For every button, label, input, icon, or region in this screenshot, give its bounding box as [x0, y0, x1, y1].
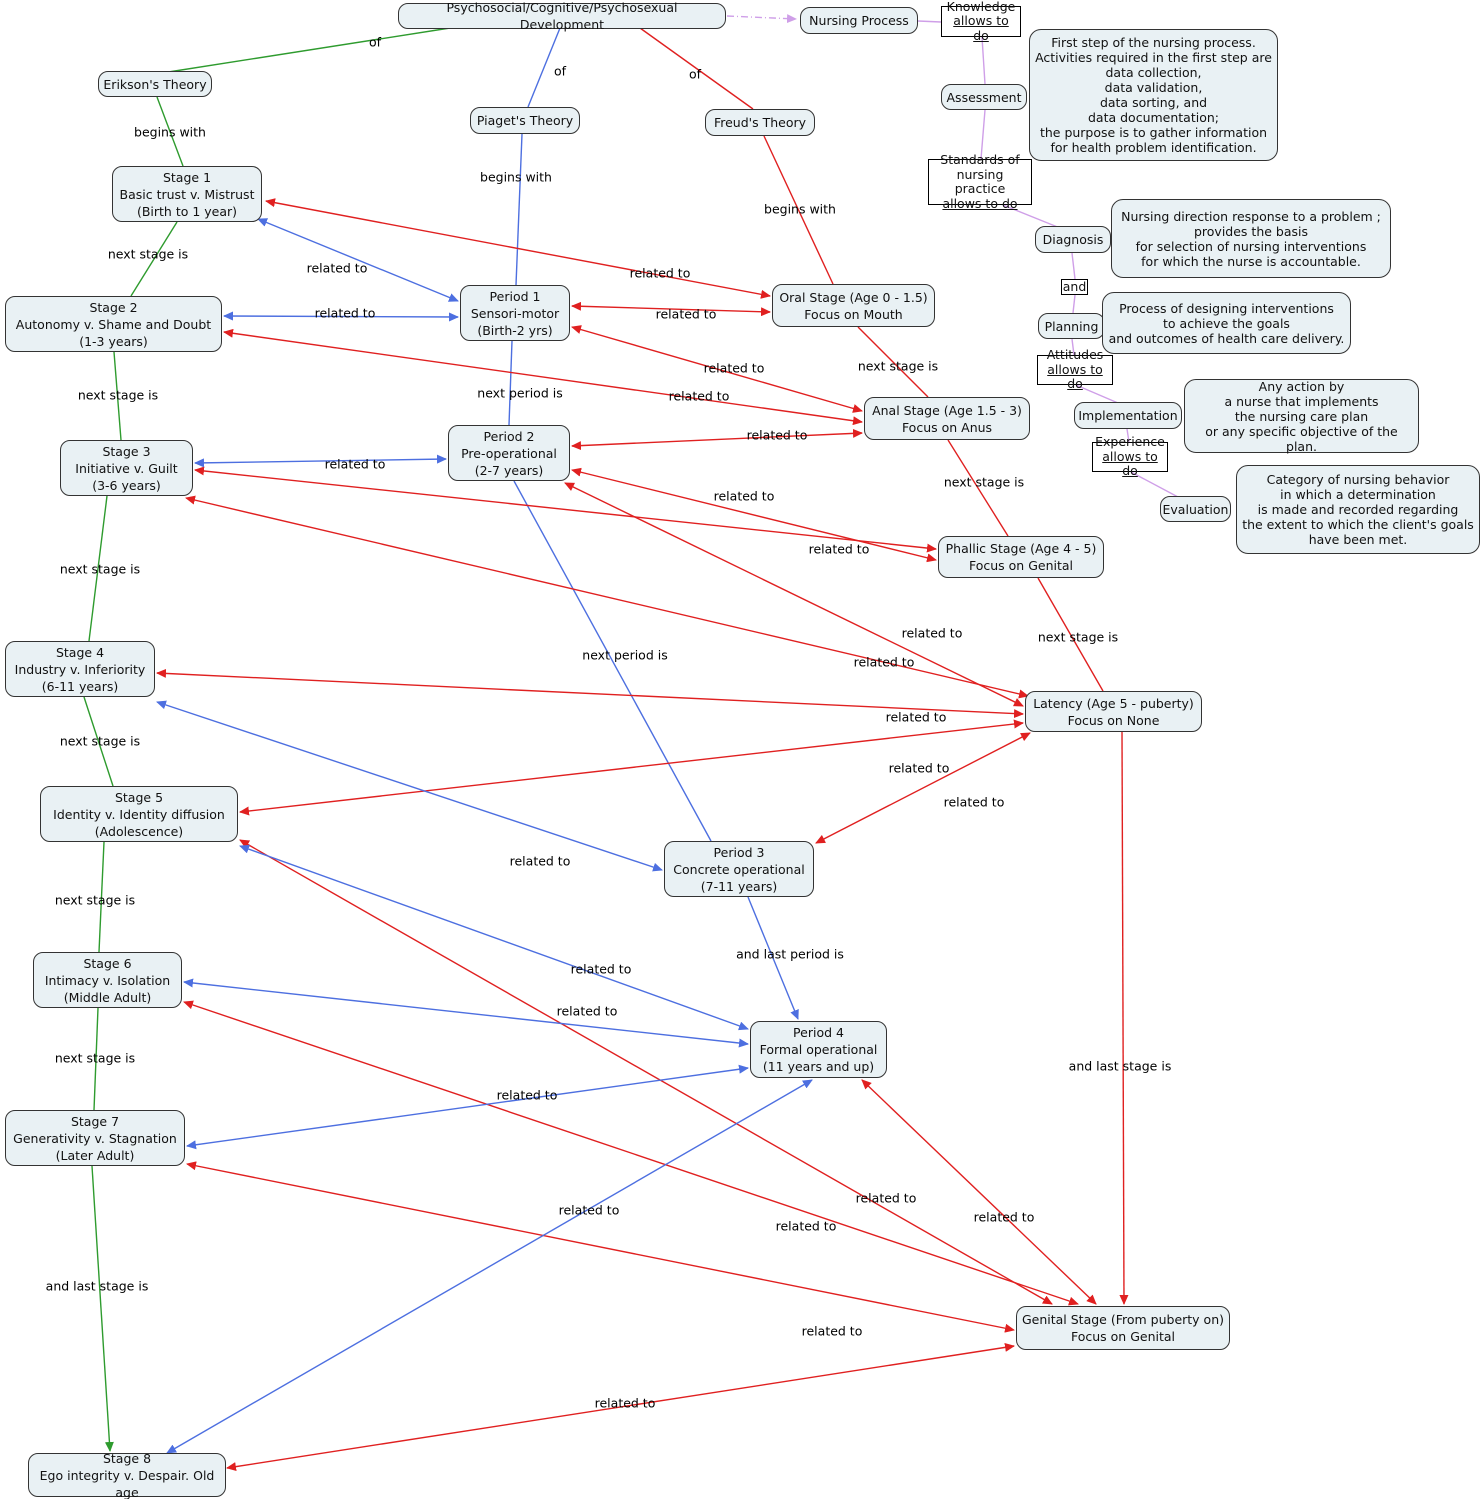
- node-evaluation-desc[interactable]: [1236, 465, 1480, 554]
- edge-label-32: related to: [855, 1190, 917, 1206]
- node-planning-desc-line-0: Process of designing interventions: [1119, 300, 1334, 316]
- node-planning-desc-line-1: to achieve the goals: [1163, 315, 1290, 331]
- node-stage-1[interactable]: [112, 166, 262, 222]
- node-implementation-desc[interactable]: [1184, 379, 1419, 453]
- edge-label-19: and last stage is: [1068, 1058, 1172, 1074]
- node-anal-stage-line-1: Focus on Anus: [901, 419, 993, 435]
- edge-label-4: begins with: [480, 169, 552, 185]
- node-period-3-line-1: Concrete operational: [673, 861, 805, 877]
- node-experience-allows[interactable]: [1092, 434, 1168, 479]
- edge-label-24: related to: [746, 427, 808, 443]
- edge-blue-40: [157, 702, 662, 870]
- node-stage-5-line-1: Identity v. Identity diffusion: [53, 806, 225, 822]
- node-assessment[interactable]: [941, 84, 1027, 110]
- edge-purple-51: [1073, 295, 1075, 313]
- node-assessment-line-0: Assessment: [946, 89, 1022, 105]
- edge-label-23: related to: [668, 388, 730, 404]
- node-stage-8-line-0: Stage 8: [102, 1450, 152, 1466]
- edge-label-26: related to: [808, 541, 870, 557]
- node-implementation-desc-line-2: the nursing care plan: [1234, 408, 1369, 424]
- node-diagnosis-desc-line-2: for selection of nursing interventions: [1135, 238, 1367, 254]
- edge-label-41: related to: [570, 961, 632, 977]
- node-period-1-line-2: (Birth-2 yrs): [477, 322, 553, 338]
- edge-label-7: next stage is: [77, 387, 159, 403]
- node-freuds-theory[interactable]: [705, 109, 815, 136]
- node-period-1-line-1: Sensori-motor: [470, 305, 560, 321]
- edge-blue-43: [187, 1068, 748, 1146]
- node-stage-5-line-0: Stage 5: [114, 789, 164, 805]
- edge-label-3: begins with: [134, 124, 206, 140]
- edge-label-0: of: [368, 34, 382, 50]
- node-knowledge-allows[interactable]: [941, 0, 1021, 43]
- node-stage-7-line-1: Generativity v. Stagnation: [13, 1130, 177, 1146]
- edge-label-6: next stage is: [107, 246, 189, 262]
- node-and-connector[interactable]: [1061, 279, 1088, 295]
- edge-label-21: related to: [655, 306, 717, 322]
- node-nursing-process-line-0: Nursing Process: [809, 13, 909, 28]
- edge-label-15: and last period is: [736, 946, 844, 962]
- edge-purple-50: [1072, 253, 1075, 279]
- node-anal-stage-line-0: Anal Stage (Age 1.5 - 3): [872, 402, 1022, 418]
- edge-red-28: [565, 483, 1023, 706]
- edge-label-20: related to: [629, 265, 691, 281]
- edge-red-26: [572, 470, 936, 560]
- edge-label-5: begins with: [764, 201, 836, 217]
- node-period-3-line-2: (7-11 years): [700, 878, 778, 894]
- node-stage-1-line-1: Basic trust v. Mistrust: [119, 186, 255, 202]
- node-latency-stage[interactable]: [1025, 691, 1202, 732]
- edge-red-34: [187, 1164, 1014, 1330]
- node-eriksons-theory-line-0: Erikson's Theory: [103, 76, 207, 92]
- node-eriksons-theory[interactable]: [98, 71, 212, 97]
- node-latency-stage-line-1: Focus on None: [1067, 712, 1160, 728]
- node-psychosocial-development[interactable]: [398, 0, 726, 32]
- edge-label-40: related to: [509, 853, 571, 869]
- edge-purple-46: [918, 21, 941, 22]
- node-stage-4[interactable]: [5, 641, 155, 697]
- edge-blue-42: [184, 982, 748, 1044]
- node-evaluation-desc-line-4: have been met.: [1308, 532, 1408, 547]
- node-implementation-desc-line-1: a nurse that implements: [1224, 393, 1379, 409]
- node-assessment-desc-line-5: data documentation;: [1087, 110, 1219, 125]
- node-stage-7-line-0: Stage 7: [70, 1113, 120, 1129]
- node-assessment-desc-line-2: data collection,: [1105, 65, 1202, 80]
- edge-red-33: [184, 1002, 1078, 1304]
- node-genital-stage-line-1: Focus on Genital: [1070, 1329, 1176, 1344]
- node-period-4-line-1: Formal operational: [759, 1042, 878, 1057]
- node-implementation-line-0: Implementation: [1078, 408, 1178, 423]
- edge-red-19: [1122, 732, 1124, 1304]
- node-phallic-stage-line-1: Focus on Genital: [968, 558, 1074, 573]
- node-stage-6-line-2: (Middle Adult): [63, 989, 152, 1005]
- node-standards-allows[interactable]: [928, 152, 1032, 211]
- node-and-connector-line-0: and: [1062, 278, 1087, 294]
- node-planning-desc[interactable]: [1102, 292, 1351, 354]
- node-stage-3-line-1: Initiative v. Guilt: [75, 460, 178, 476]
- node-stage-6-line-0: Stage 6: [83, 955, 132, 971]
- edge-label-36: related to: [594, 1395, 656, 1411]
- node-stage-2-line-1: Autonomy v. Shame and Doubt: [15, 316, 212, 332]
- node-genital-stage[interactable]: [1016, 1306, 1230, 1350]
- edge-label-38: related to: [314, 305, 376, 321]
- edge-blue-10: [516, 134, 522, 285]
- node-period-4-line-0: Period 4: [793, 1025, 844, 1040]
- node-stage-3-line-0: Stage 3: [102, 443, 151, 459]
- edge-label-31: related to: [943, 794, 1005, 810]
- edge-green-8: [92, 1166, 110, 1451]
- edge-label-1: of: [553, 63, 567, 79]
- node-standards-allows-line-2: allows to do: [942, 195, 1018, 211]
- node-experience-allows-line-1: allows to do: [1102, 448, 1158, 479]
- node-diagnosis-line-0: Diagnosis: [1042, 232, 1104, 247]
- node-assessment-desc-line-3: data validation,: [1104, 80, 1203, 95]
- edge-label-14: next period is: [582, 647, 668, 663]
- edge-label-25: related to: [713, 488, 775, 504]
- node-evaluation-desc-line-3: the extent to which the client's goals: [1242, 517, 1474, 532]
- node-piagets-theory-line-0: Piaget's Theory: [476, 113, 574, 128]
- edge-label-44: related to: [558, 1202, 620, 1218]
- node-diagnosis-desc-line-1: provides the basis: [1193, 223, 1308, 239]
- node-stage-4-line-1: Industry v. Inferiority: [14, 661, 146, 677]
- node-period-2-line-2: (2-7 years): [474, 462, 544, 478]
- node-stage-4-line-0: Stage 4: [55, 644, 105, 660]
- node-stage-2-line-0: Stage 2: [89, 299, 138, 315]
- node-implementation-desc-line-3: or any specific objective of the plan.: [1205, 423, 1398, 454]
- edge-label-11: next stage is: [54, 1050, 136, 1066]
- node-standards-allows-line-0: Standards of: [940, 152, 1020, 167]
- edge-label-35: related to: [801, 1323, 863, 1339]
- node-phallic-stage[interactable]: [938, 536, 1104, 578]
- node-diagnosis-desc-line-3: for which the nurse is accountable.: [1141, 253, 1361, 269]
- edge-label-34: related to: [973, 1209, 1035, 1225]
- node-stage-5-line-2: (Adolescence): [94, 823, 184, 839]
- node-evaluation-line-0: Evaluation: [1162, 501, 1229, 517]
- node-phallic-stage-line-0: Phallic Stage (Age 4 - 5): [945, 541, 1097, 556]
- node-stage-2[interactable]: [5, 296, 222, 352]
- node-evaluation-desc-line-2: is made and recorded regarding: [1257, 502, 1459, 517]
- node-evaluation-desc-line-0: Category of nursing behavior: [1266, 472, 1450, 487]
- edge-label-18: next stage is: [1037, 629, 1119, 645]
- node-psychosocial-development-line-0: Psychosocial/Cognitive/Psychosexual Development: [446, 0, 678, 32]
- edge-green-0: [162, 28, 450, 73]
- node-oral-stage[interactable]: [772, 284, 935, 327]
- edge-label-42: related to: [556, 1003, 618, 1019]
- node-assessment-desc-line-0: First step of the nursing process.: [1051, 35, 1256, 50]
- node-nursing-process[interactable]: [800, 7, 918, 34]
- node-stage-4-line-2: (6-11 years): [41, 678, 119, 694]
- node-experience-allows-line-0: Experience: [1095, 434, 1165, 450]
- edge-blue-11: [509, 341, 512, 425]
- edge-label-16: next stage is: [857, 358, 939, 374]
- edge-label-43: related to: [496, 1087, 558, 1103]
- edge-red-31: [816, 733, 1030, 843]
- node-stage-6-line-1: Intimacy v. Isolation: [44, 972, 171, 988]
- edge-label-33: related to: [775, 1218, 837, 1234]
- node-assessment-desc-line-4: data sorting, and: [1099, 95, 1208, 110]
- node-period-2[interactable]: [448, 425, 570, 481]
- node-stage-1-line-2: (Birth to 1 year): [136, 203, 238, 219]
- node-stage-7[interactable]: [5, 1110, 185, 1166]
- edge-label-9: next stage is: [59, 733, 141, 749]
- edge-purple-47: [982, 37, 985, 84]
- node-stage-3-line-2: (3-6 years): [92, 477, 161, 493]
- node-diagnosis[interactable]: [1035, 226, 1111, 253]
- edge-label-28: related to: [853, 654, 915, 670]
- node-period-2-line-1: Pre-operational: [461, 445, 557, 461]
- node-knowledge-allows-line-0: Knowledge: [946, 0, 1016, 14]
- node-assessment-desc-line-7: for health problem identification.: [1050, 140, 1257, 155]
- edge-label-10: next stage is: [54, 892, 136, 908]
- edge-red-23: [224, 332, 862, 422]
- edge-label-37: related to: [306, 260, 368, 276]
- node-stage-8[interactable]: [28, 1450, 226, 1499]
- node-evaluation[interactable]: [1160, 496, 1231, 522]
- node-attitudes-allows-line-1: allows to do: [1047, 361, 1103, 392]
- node-anal-stage[interactable]: [864, 397, 1030, 440]
- node-implementation[interactable]: [1074, 402, 1182, 429]
- edge-label-27: related to: [901, 625, 963, 641]
- node-stage-7-line-2: (Later Adult): [55, 1147, 135, 1163]
- edge-red-20: [266, 201, 770, 296]
- node-assessment-desc[interactable]: [1029, 29, 1278, 161]
- node-period-1-line-0: Period 1: [489, 288, 541, 304]
- node-period-2-line-0: Period 2: [483, 428, 535, 444]
- edge-label-8: next stage is: [59, 561, 141, 577]
- edge-red-25: [195, 470, 936, 549]
- node-genital-stage-line-0: Genital Stage (From puberty on): [1021, 1312, 1225, 1327]
- node-stage-6[interactable]: [33, 952, 182, 1008]
- node-period-1[interactable]: [460, 285, 570, 341]
- node-knowledge-allows-line-1: allows to do: [953, 13, 1009, 43]
- edge-label-29: related to: [885, 709, 947, 725]
- node-implementation-desc-line-0: Any action by: [1258, 378, 1345, 394]
- node-assessment-desc-line-1: Activities required in the first step are: [1035, 50, 1272, 65]
- node-stage-5[interactable]: [40, 786, 238, 842]
- node-diagnosis-desc[interactable]: [1111, 199, 1391, 278]
- node-evaluation-desc-line-1: in which a determination: [1280, 487, 1436, 502]
- node-attitudes-allows[interactable]: [1037, 347, 1113, 392]
- node-stage-2-line-2: (1-3 years): [79, 333, 148, 349]
- node-planning[interactable]: [1038, 313, 1105, 339]
- node-planning-desc-line-2: and outcomes of health care delivery.: [1108, 330, 1345, 346]
- edge-label-2: of: [688, 66, 702, 82]
- node-period-4[interactable]: [750, 1021, 887, 1078]
- edge-red-29: [157, 673, 1023, 714]
- edge-label-12: and last stage is: [45, 1278, 149, 1294]
- edge-blue-39: [195, 459, 446, 463]
- edge-label-30: related to: [888, 760, 950, 776]
- node-period-3[interactable]: [664, 841, 814, 897]
- edge-label-13: next period is: [477, 385, 563, 401]
- node-stage-8-line-1: Ego integrity v. Despair. Old age: [39, 1467, 215, 1499]
- node-attitudes-allows-line-0: Attitudes: [1046, 347, 1104, 363]
- edge-label-17: next stage is: [943, 474, 1025, 490]
- edge-label-22: related to: [703, 360, 765, 376]
- node-piagets-theory[interactable]: [470, 107, 580, 134]
- node-oral-stage-line-1: Focus on Mouth: [804, 306, 903, 322]
- node-freuds-theory-line-0: Freud's Theory: [713, 115, 807, 130]
- node-diagnosis-desc-line-0: Nursing direction response to a problem ;: [1121, 208, 1381, 224]
- edge-label-39: related to: [324, 456, 386, 472]
- edge-red-24: [572, 433, 862, 446]
- node-stage-3[interactable]: [60, 440, 193, 496]
- edge-red-32: [240, 840, 1052, 1304]
- node-standards-allows-line-1: nursing practice: [954, 166, 1006, 196]
- node-period-3-line-0: Period 3: [713, 844, 765, 860]
- node-assessment-desc-line-6: the purpose is to gather information: [1039, 125, 1268, 140]
- node-planning-line-0: Planning: [1044, 318, 1099, 334]
- node-stage-1-line-0: Stage 1: [162, 169, 212, 185]
- edge-purple-45: [727, 16, 796, 19]
- node-latency-stage-line-0: Latency (Age 5 - puberty): [1033, 695, 1194, 711]
- node-period-4-line-2: (11 years and up): [762, 1059, 875, 1074]
- node-oral-stage-line-0: Oral Stage (Age 0 - 1.5): [779, 289, 928, 305]
